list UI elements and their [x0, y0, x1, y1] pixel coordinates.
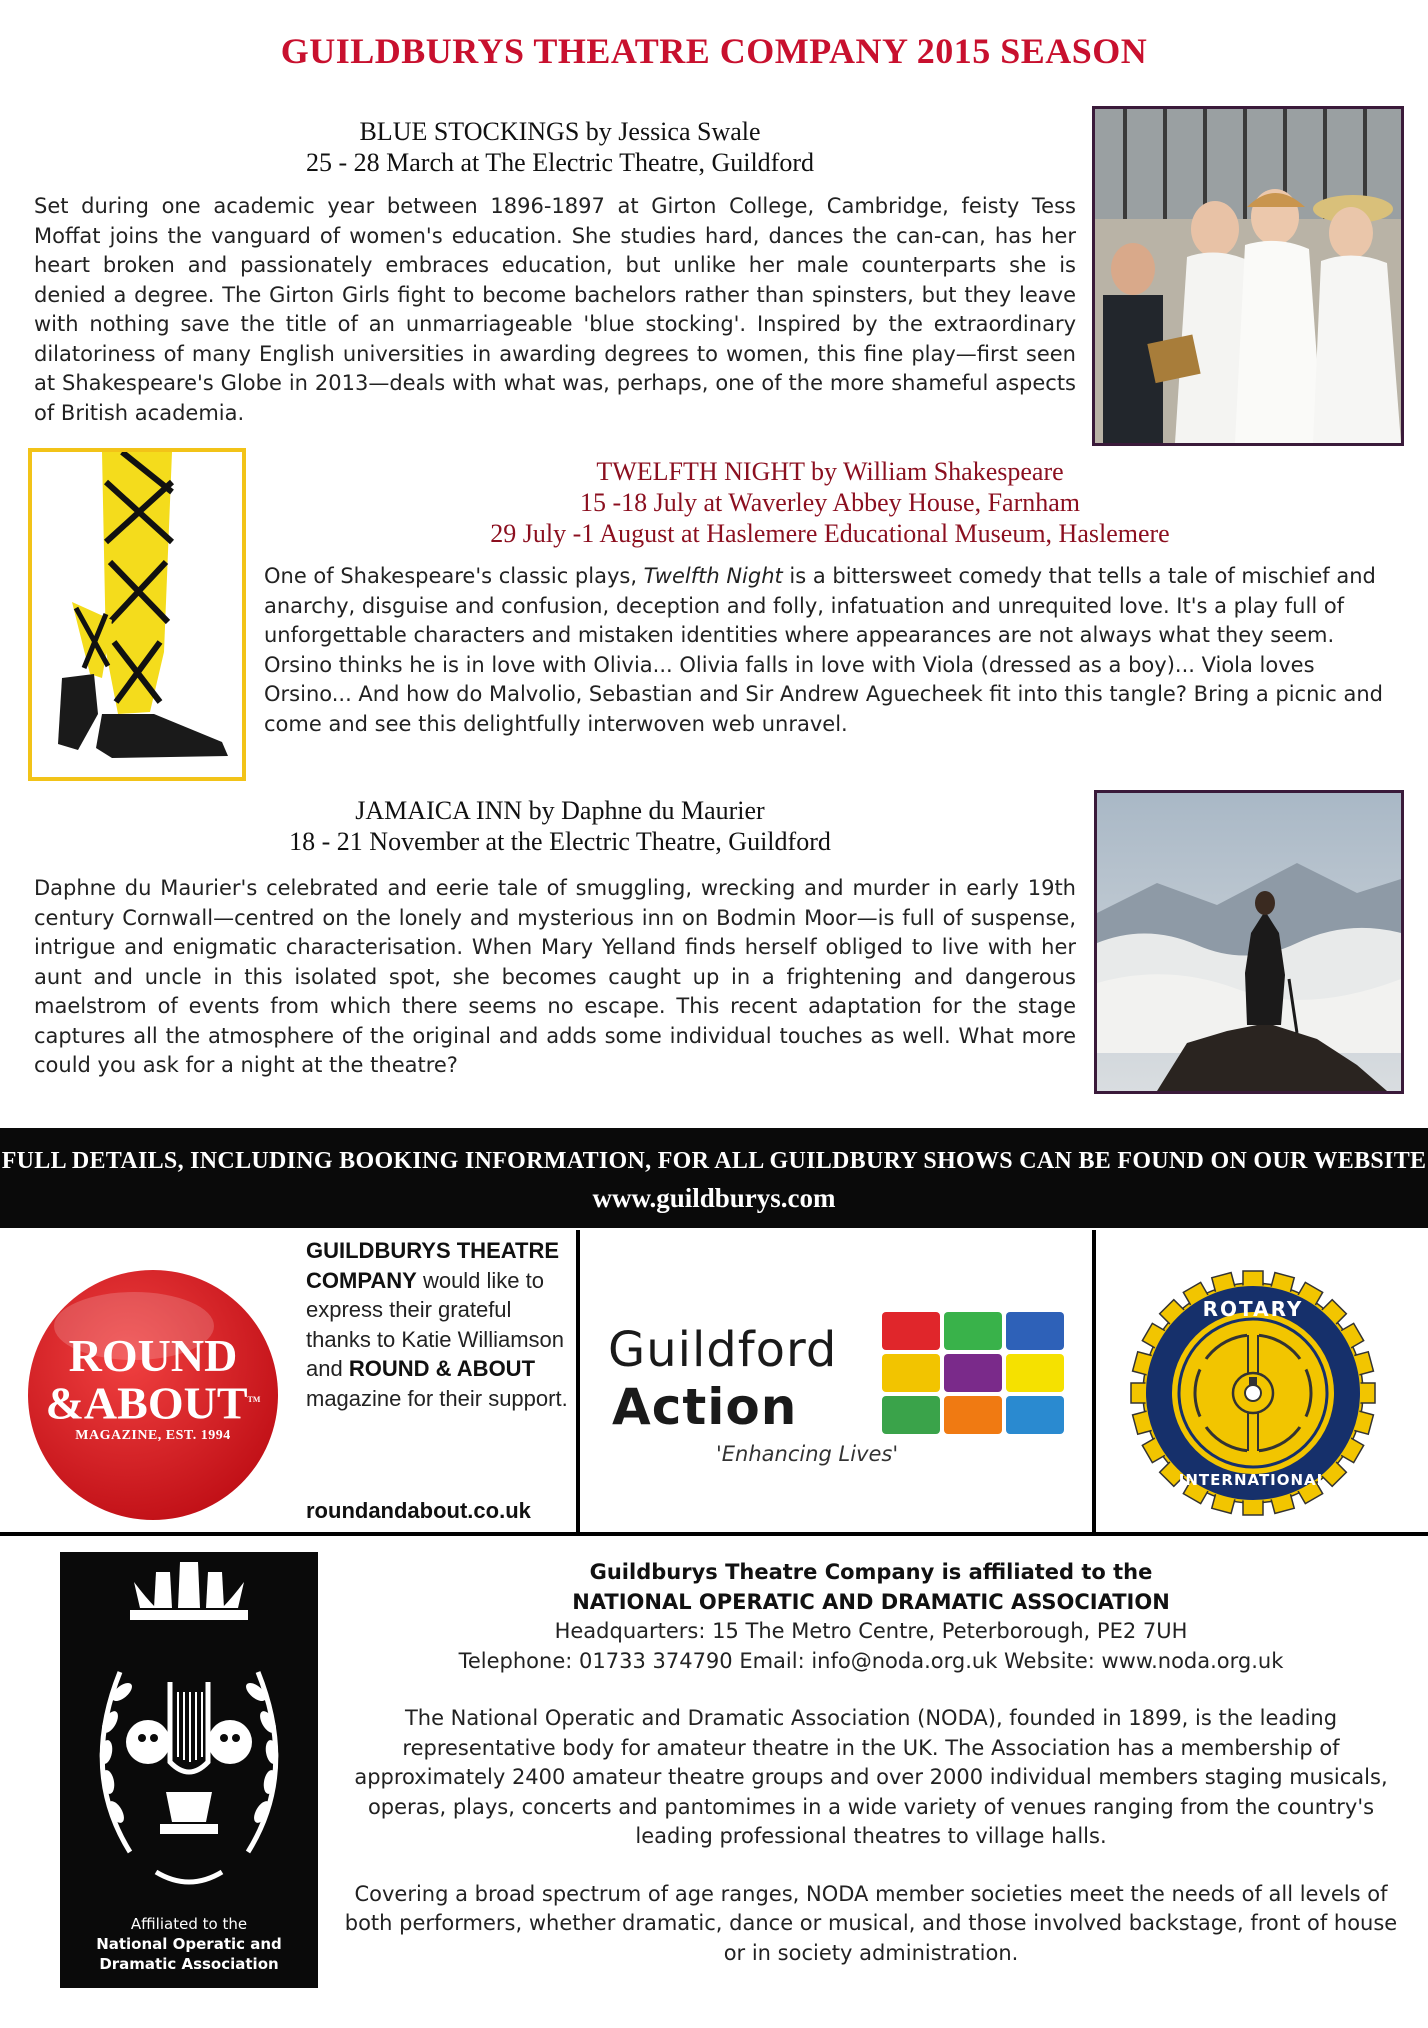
play-description-twelfth-night	[264, 562, 1394, 739]
play-description-jamaica-inn: Daphne du Maurier's celebrated and eerie tale of smuggling, wrecking and murder in early 19th century Cornwall—centred on the lonely and mysterious inn on Bodmin Moor—is full of suspense, intrigue and enigmatic characterisation. When Mary Yelland finds herself obliged to live with her aunt and uncle in this isolated spot, she becomes caught up in a frightening and dangerous maelstrom of events from which there seems no escape. This recent adaptation for the stage captures all the atmosphere of the original and adds some individual touches as well. What more could you ask for a night at the theatre?	[34, 876, 1076, 1077]
logo-text: &ABOUT™	[45, 1377, 261, 1429]
play-title-line: TWELFTH NIGHT by William Shakespeare	[596, 457, 1064, 486]
logo-text: Action	[612, 1378, 798, 1436]
website-link[interactable]: www.guildburys.com	[592, 1183, 836, 1213]
play-date-line: 29 July -1 August at Haslemere Educational Museum, Haslemere	[490, 519, 1170, 548]
noda-contact: Telephone: 01733 374790 Email: info@noda.org.uk Website: www.noda.org.uk	[458, 1648, 1284, 1673]
round-about-link[interactable]: roundandabout.co.uk	[306, 1498, 531, 1523]
rotary-text: ROTARY	[1202, 1297, 1304, 1321]
affiliation-org: NATIONAL OPERATIC AND DRAMATIC ASSOCIATION	[572, 1589, 1170, 1614]
play-date-line: 18 - 21 November at the Electric Theatre, Guildford	[289, 827, 831, 856]
rotary-text: INTERNATIONAL	[1178, 1471, 1328, 1489]
affiliation-text: Guildburys Theatre Company is affiliated to the	[589, 1560, 1153, 1584]
thanks-text: magazine for their support.	[306, 1385, 568, 1411]
logo-text: ROUND	[68, 1330, 238, 1381]
logo-subtext: MAGAZINE, EST. 1994	[75, 1428, 231, 1444]
play-heading-jamaica-inn	[220, 795, 900, 857]
twelfth-night-photo	[28, 448, 246, 781]
play-title-line: JAMAICA INN by Daphne du Maurier	[355, 796, 765, 825]
divider	[0, 1532, 1428, 1536]
page-title: GUILDBURYS THEATRE COMPANY 2015 SEASON	[280, 31, 1148, 71]
website-banner	[0, 1128, 1428, 1228]
play-title-italic: Twelfth Night	[643, 564, 783, 588]
description-text: One of Shakespeare's classic plays,	[264, 564, 644, 588]
magazine-name: ROUND & ABOUT	[348, 1356, 536, 1381]
noda-badge	[60, 1552, 318, 1988]
guildford-action-logo	[604, 1308, 1084, 1478]
noda-paragraph: The National Operatic and Dramatic Association (NODA), founded in 1899, is the leading representative body for amateur theatre in the UK. The Association has a membership of approximately 2400 amateur theatre groups and over 2000 individual members staging musicals, operas, plays, concerts and pantomimes in a wide variety of venues ranging from the country's leading professional theatres to village halls.	[354, 1706, 1388, 1848]
sponsor-thanks	[306, 1236, 568, 1413]
play-title-line: BLUE STOCKINGS by Jessica Swale	[359, 117, 761, 146]
play-description-blue-stockings: Set during one academic year between 1896-1897 at Girton College, Cambridge, feisty Tess Moffat joins the vanguard of women's education. She studies hard, dances the can-can, has her heart broken and passionately embraces education, but unlike her male counterparts she is denied a degree. The Girton Girls fight to become bachelors rather than spinsters, but they leave with nothing save the title of an unmarriageable 'blue stocking'. Inspired by the extraordinary dilatoriness of many English universities in awarding degrees to women, this fine play—first seen at Shakespeare's Globe in 2013—deals with what was, perhaps, one of the more shameful aspects of British academia.	[34, 194, 1076, 425]
divider	[576, 1230, 580, 1532]
banner-text: FULL DETAILS, INCLUDING BOOKING INFORMATION, FOR ALL GUILDBURY SHOWS CAN BE FOUND ON OUR WEBSITE	[1, 1148, 1427, 1174]
play-date-line: 25 - 28 March at The Electric Theatre, Guildford	[305, 148, 814, 177]
rotary-logo	[1130, 1270, 1376, 1521]
noda-info	[336, 1558, 1406, 1968]
jamaica-inn-photo	[1094, 790, 1404, 1094]
thanks-text: would like to express their grateful thanks to Katie Williamson and	[306, 1267, 564, 1381]
blue-stockings-photo	[1092, 106, 1404, 446]
noda-headquarters: Headquarters: 15 The Metro Centre, Peterborough, PE2 7UH	[554, 1619, 1188, 1643]
color-blocks-icon	[882, 1308, 1068, 1441]
description-text: is a bittersweet comedy that tells a tale of mischief and anarchy, disguise and confusion, deception and folly, infatuation and unrequited love. It's a play full of unforgettable characters and mistaken identities where appearances are not always what they seem. Orsino thinks he is in love with Olivia... Olivia falls in love with Viola (dressed as a boy)... Viola loves Orsino... And how do Malvolio, Sebastian and Sir Andrew Aguecheek fit into this tangle? Bring a picnic and come and see this delightfully interwoven web unravel.	[264, 564, 1383, 736]
noda-emblem-icon	[60, 1552, 318, 1922]
logo-text: Guildford	[608, 1322, 838, 1378]
round-about-logo	[24, 1266, 282, 1524]
play-heading-twelfth-night	[420, 456, 1240, 549]
play-date-line: 15 -18 July at Waverley Abbey House, Farnham	[580, 488, 1080, 517]
noda-paragraph: Covering a broad spectrum of age ranges, NODA member societies meet the needs of all levels of both performers, whether dramatic, dance or musical, and those involved backstage, front of house or in society administration.	[344, 1881, 1398, 1965]
company-name: GUILDBURYS THEATRE COMPANY	[306, 1238, 559, 1293]
logo-tagline: 'Enhancing Lives'	[716, 1442, 899, 1466]
play-heading-blue-stockings	[230, 116, 890, 178]
divider	[1092, 1230, 1096, 1532]
noda-badge-caption: Affiliated to the National Operatic and Dramatic Association	[96, 1915, 282, 1973]
